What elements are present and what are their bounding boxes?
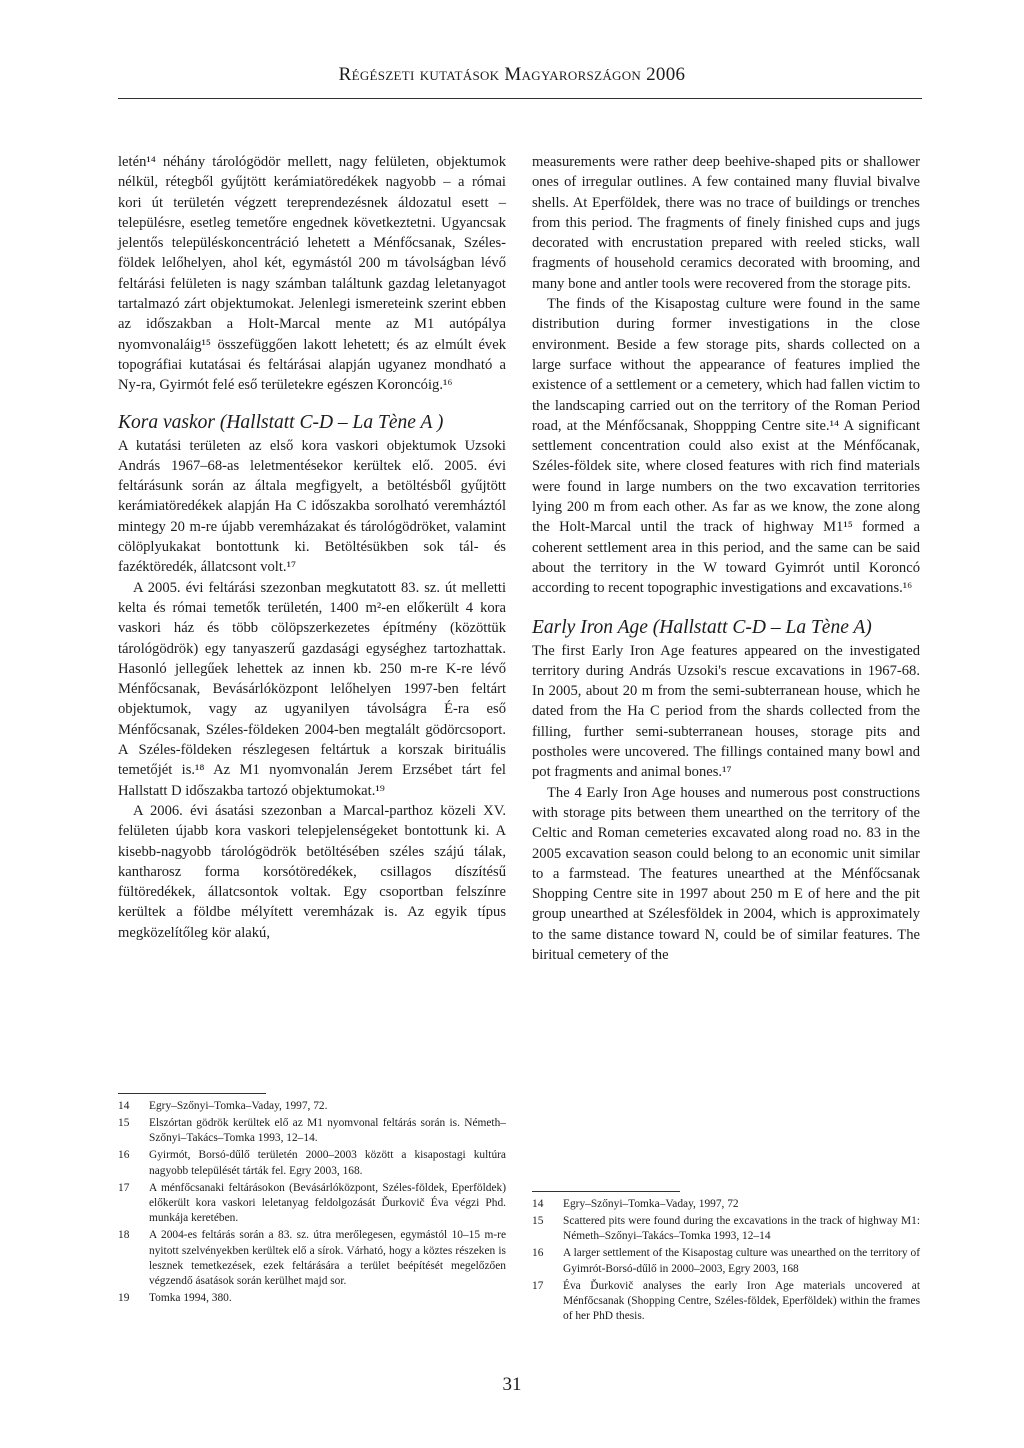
footnote	[118, 1116, 506, 1147]
footnote	[118, 1148, 506, 1179]
footnote-number: 14	[532, 1198, 544, 1210]
footnote	[118, 1228, 506, 1290]
running-head: Régészeti kutatások Magyarországon 2006	[338, 64, 686, 85]
paragraph: The 4 Early Iron Age houses and numerous post constructions with storage pits between them unearthed on the territory of the Celtic and Roman cemeteries excavated along road no. 83 in the 2005 excavation season could belong to an economic unit similar to a farmstead. The features unearthed at the Ménfőcsanak Shopping Centre site in 1997 about 250 m E of here and the pit group unearthed at Szélesföldek in 2004, which is approximately to the same distance toward N, could be of similar features. The biritual cemetery of the	[532, 784, 920, 963]
footnote-rule	[532, 1191, 680, 1192]
footnote-text: A ménfőcsanaki feltárásokon (Bevásárlóközpont, Széles-földek, Eperföldek) előkerült kora vaskori leletanyag feldolgozását Ďurkovič Éva végzi Phd. munkája keretében.	[149, 1181, 506, 1225]
section-heading: Early Iron Age (Hallstatt C-D – La Tène A)	[532, 616, 872, 638]
footnote-number: 16	[532, 1247, 544, 1260]
left-column-hungarian	[118, 152, 506, 943]
page-number: 31	[502, 1374, 522, 1395]
footnote-text: Éva Ďurkovič analyses the early Iron Age materials uncovered at Ménfőcsanak (Shopping Centre, Széles-földek, Eperföldek) within the frames of her PhD thesis.	[563, 1279, 920, 1323]
footnote-number: 17	[118, 1181, 130, 1194]
footnote-number: 14	[118, 1100, 130, 1112]
footnote-text: A larger settlement of the Kisapostag culture was unearthed on the territory of Gyimrót-Borsó-dűlő in 2000–2003, Egry 2003, 168	[563, 1247, 920, 1275]
footnote-rule	[118, 1093, 266, 1094]
footnote	[118, 1099, 506, 1114]
footnote-text: Scattered pits were found during the excavations in the track of highway M1: Németh–Szőnyi–Takács–Tomka 1993, 12–14	[563, 1214, 920, 1243]
footnote-number: 15	[532, 1214, 544, 1227]
footnote	[532, 1246, 920, 1277]
footnote-text: A 2004-es feltárás során a 83. sz. útra merőlegesen, egymástól 10–15 m-re nyitott szelvényekben kerültek elő a sírok. Várható, hogy a köztes részeken is lesznek temetkezések, ezek feltárására a terület beépítését megelőzően végzendő ásatások során kerülhet majd sor.	[149, 1229, 506, 1288]
footnote	[532, 1279, 920, 1325]
paragraph: A 2006. évi ásatási szezonban a Marcal-parthoz közeli XV. felületen újabb kora vaskori telepjelenségeket bontottunk ki. A kisebb-nagyobb tárológödrök betöltésében széles szájú tálak, kantharosz forma korsótöredékek, csillagos díszítésű fültöredékek, állatcsontok voltak. Egy csoportban felszínre kerültek a földbe mélyített veremházak is. Az egyik típus megközelítőleg kör alakú,	[118, 802, 506, 941]
footnotes-right	[532, 1197, 920, 1326]
footnote-number: 19	[118, 1292, 130, 1305]
header-rule	[118, 98, 922, 99]
section-heading: Kora vaskor (Hallstatt C-D – La Tène A )	[118, 411, 444, 433]
paragraph: letén¹⁴ néhány tárológödör mellett, nagy felületen, objektumok nélkül, rétegből gyűjtött kerámiatöredékek nagyobb – a római kori út területén végzett tereprendezésnek áldozatul esett – településre, esetleg temetőre engednek következtetni. Ugyancsak jelentős településkoncentráció lehetett a Ménfőcsanak, Széles-földek lelőhelyen, ahol két, egymástól 200 m távolságban lévő feltárási felületen is nagy számban találtunk gazdag leletanyagot tartalmazó zárt objektumokat. Jelenlegi ismereteink szerint ebben az időszakban a Holt-Marcal mente az M1 autópálya nyomvonaláig¹⁵ összefüggően lakott lehetett; és az elmúlt évek topográfiai kutatásai és feltárásai alapján ugyanez mondható a Ny-ra, Gyirmót felé eső területekre egészen Koroncóig.¹⁶	[118, 154, 506, 394]
paragraph: The first Early Iron Age features appeared on the investigated territory during András Uzsoki's rescue excavations in 1967-68. In 2005, about 20 m from the semi-subterranean house, which he dated from the Ha C period from the shards collected from the filling, further semi-subterranean houses, storage pits and postholes were uncovered. The fillings contained many bowl and pot fragments and animal bones.¹⁷	[532, 642, 920, 781]
paragraph: measurements were rather deep beehive-shaped pits or shallower ones of irregular outlines. A few contained many fluvial bivalve shells. At Eperföldek, there was no trace of buildings or trenches from this period. The fragments of finely finished cups and jugs decorated with encrustation prepared with reeled sticks, wall fragments of household ceramics decorated with brooming, and many bone and antler tools were recovered from the storage pits.	[532, 154, 920, 292]
footnote-number: 15	[118, 1116, 130, 1129]
paragraph: A 2005. évi feltárási szezonban megkutatott 83. sz. út melletti kelta és római temetők területén, 1400 m²-en előkerült 4 kora vaskori ház és több cölöpszerkezetes építmény (közöttük tárológödrök) egy tanyaszerű gazdasági egységhez tartozhattak. Hasonló jellegűek lehettek az innen kb. 250 m-re K-re lévő Ménfőcsanak, Bevásárlóközpont lelőhelyen 1997-ben feltárt objektumok, vagy az ugyanilyen távolságra É-ra eső Ménfőcsanak, Széles-földeken 2004-ben megtalált gödörcsoport. A Széles-földeken részlegesen feltártuk a korszak birituális temetőjét is.¹⁸ Az M1 nyomvonalán Jerem Erzsébet tárt fel Hallstatt D időszakba tartozó objektumokat.¹⁹	[118, 579, 506, 799]
footnote-text: Elszórtan gödrök kerültek elő az M1 nyomvonal feltárás során is. Németh–Szőnyi–Takács–Tomka 1993, 12–14.	[149, 1116, 506, 1145]
paragraph: The finds of the Kisapostag culture were found in the same distribution during former investigations in the close environment. Beside a few storage pits, shards collected on a large surface without the appearance of features implied the existence of a settlement or a cemetery, which had fallen victim to the landscaping carried out on the territory of the Roman Period road, at the Ménfőcsanak, Shoppping Centre site.¹⁴ A significant settlement concentration could also exist at the Ménfőcanak, Széles-földek site, where closed features with rich find materials were found in large numbers on the two excavation territories lying 200 m from each other. As far as we know, the zone along the Holt-Marcal until the track of highway M1¹⁵ formed a coherent settlement area in this period, and the same can be said about the territory in the W toward Gyimrót until Koroncó according to recent topographic investigations and excavations.¹⁶	[532, 296, 920, 597]
footnote	[532, 1214, 920, 1245]
footnote-text: Egry–Szőnyi–Tomka–Vaday, 1997, 72	[563, 1198, 739, 1210]
footnote	[532, 1197, 920, 1212]
right-column-english	[532, 152, 920, 965]
footnote-text: Egry–Szőnyi–Tomka–Vaday, 1997, 72.	[149, 1100, 328, 1112]
footnotes-left	[118, 1099, 506, 1308]
footnote	[118, 1291, 506, 1306]
footnote-text: Tomka 1994, 380.	[149, 1292, 232, 1305]
footnote-text: Gyirmót, Borsó-dűlő területén 2000–2003 között a kisapostagi kultúra nagyobb települését tárták fel. Egry 2003, 168.	[149, 1149, 506, 1177]
footnote-number: 18	[118, 1229, 130, 1242]
footnote	[118, 1181, 506, 1227]
paragraph: A kutatási területen az első kora vaskori objektumok Uzsoki András 1967–68-as leletmentésekor kerültek elő. 2005. évi feltárásunk során az általa megfigyelt, a betöltésből gyűjtött kerámiatöredékek alapján Ha C időszakba sorolható veremháztól mintegy 20 m-re újabb veremházakat és tárológödröket, valamint cölöplyukakat bontottunk ki. Betöltésükben sok tál- és fazéktöredék, állatcsont volt.¹⁷	[118, 437, 506, 576]
footnote-number: 17	[532, 1279, 544, 1292]
footnote-number: 16	[118, 1149, 130, 1162]
